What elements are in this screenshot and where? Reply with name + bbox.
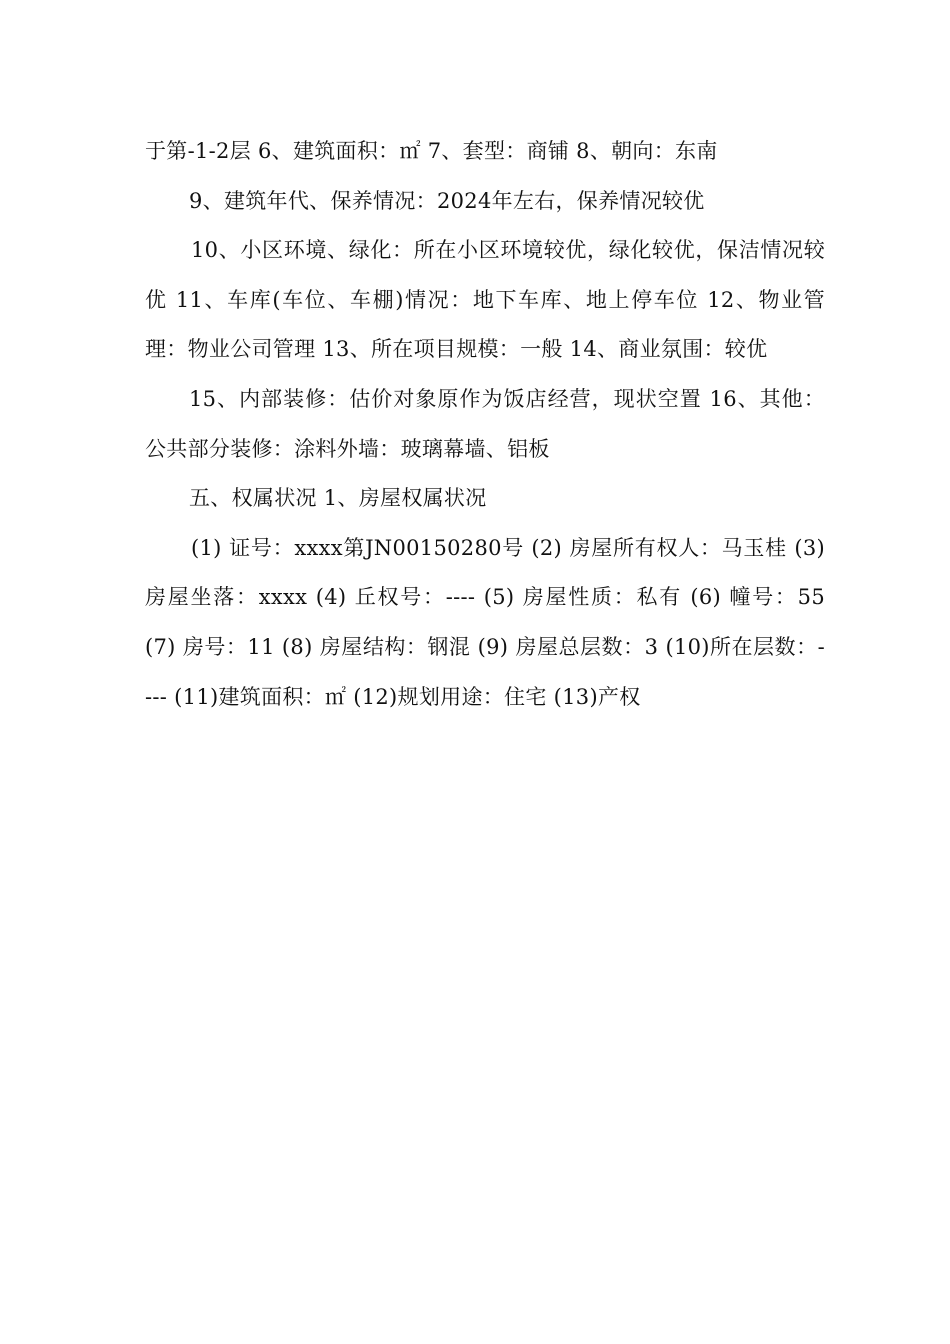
paragraph-ownership-heading: 五、权属状况 1、房屋权属状况 bbox=[189, 486, 487, 511]
paragraph-building-age: 9、建筑年代、保养情况：2024年左右，保养情况较优 bbox=[189, 188, 705, 213]
paragraph-interior-decoration: 15、内部装修：估价对象原作为饭店经营，现状空置 16、其他：公共部分装修：涂料外墙：玻璃幕墙、铝板 bbox=[145, 386, 825, 461]
paragraph-environment-parking: 10、小区环境、绿化：所在小区环境较优，绿化较优，保洁情况较优 11、车库(车位、车棚)情况：地下车库、地上停车位 12、物业管理：物业公司管理 13、所在项目规模：一般 14、商业氛围：较优 bbox=[145, 238, 825, 362]
paragraph-ownership-details: (1) 证号：xxxx第JN00150280号 (2) 房屋所有权人：马玉桂 (3) 房屋坐落：xxxx (4) 丘权号：---- (5) 房屋性质：私有 (6) 幢号：55 (7) 房号：11 (8) 房屋结构：钢混 (9) 房屋总层数：3 (10)所在层数：---- (11)建筑面积：㎡ (12)规划用途：住宅 (13)产权 bbox=[145, 535, 825, 709]
paragraph-floor-area-orientation: 于第-1-2层 6、建筑面积：㎡ 7、套型：商铺 8、朝向：东南 bbox=[145, 139, 718, 163]
document-body bbox=[145, 127, 825, 722]
